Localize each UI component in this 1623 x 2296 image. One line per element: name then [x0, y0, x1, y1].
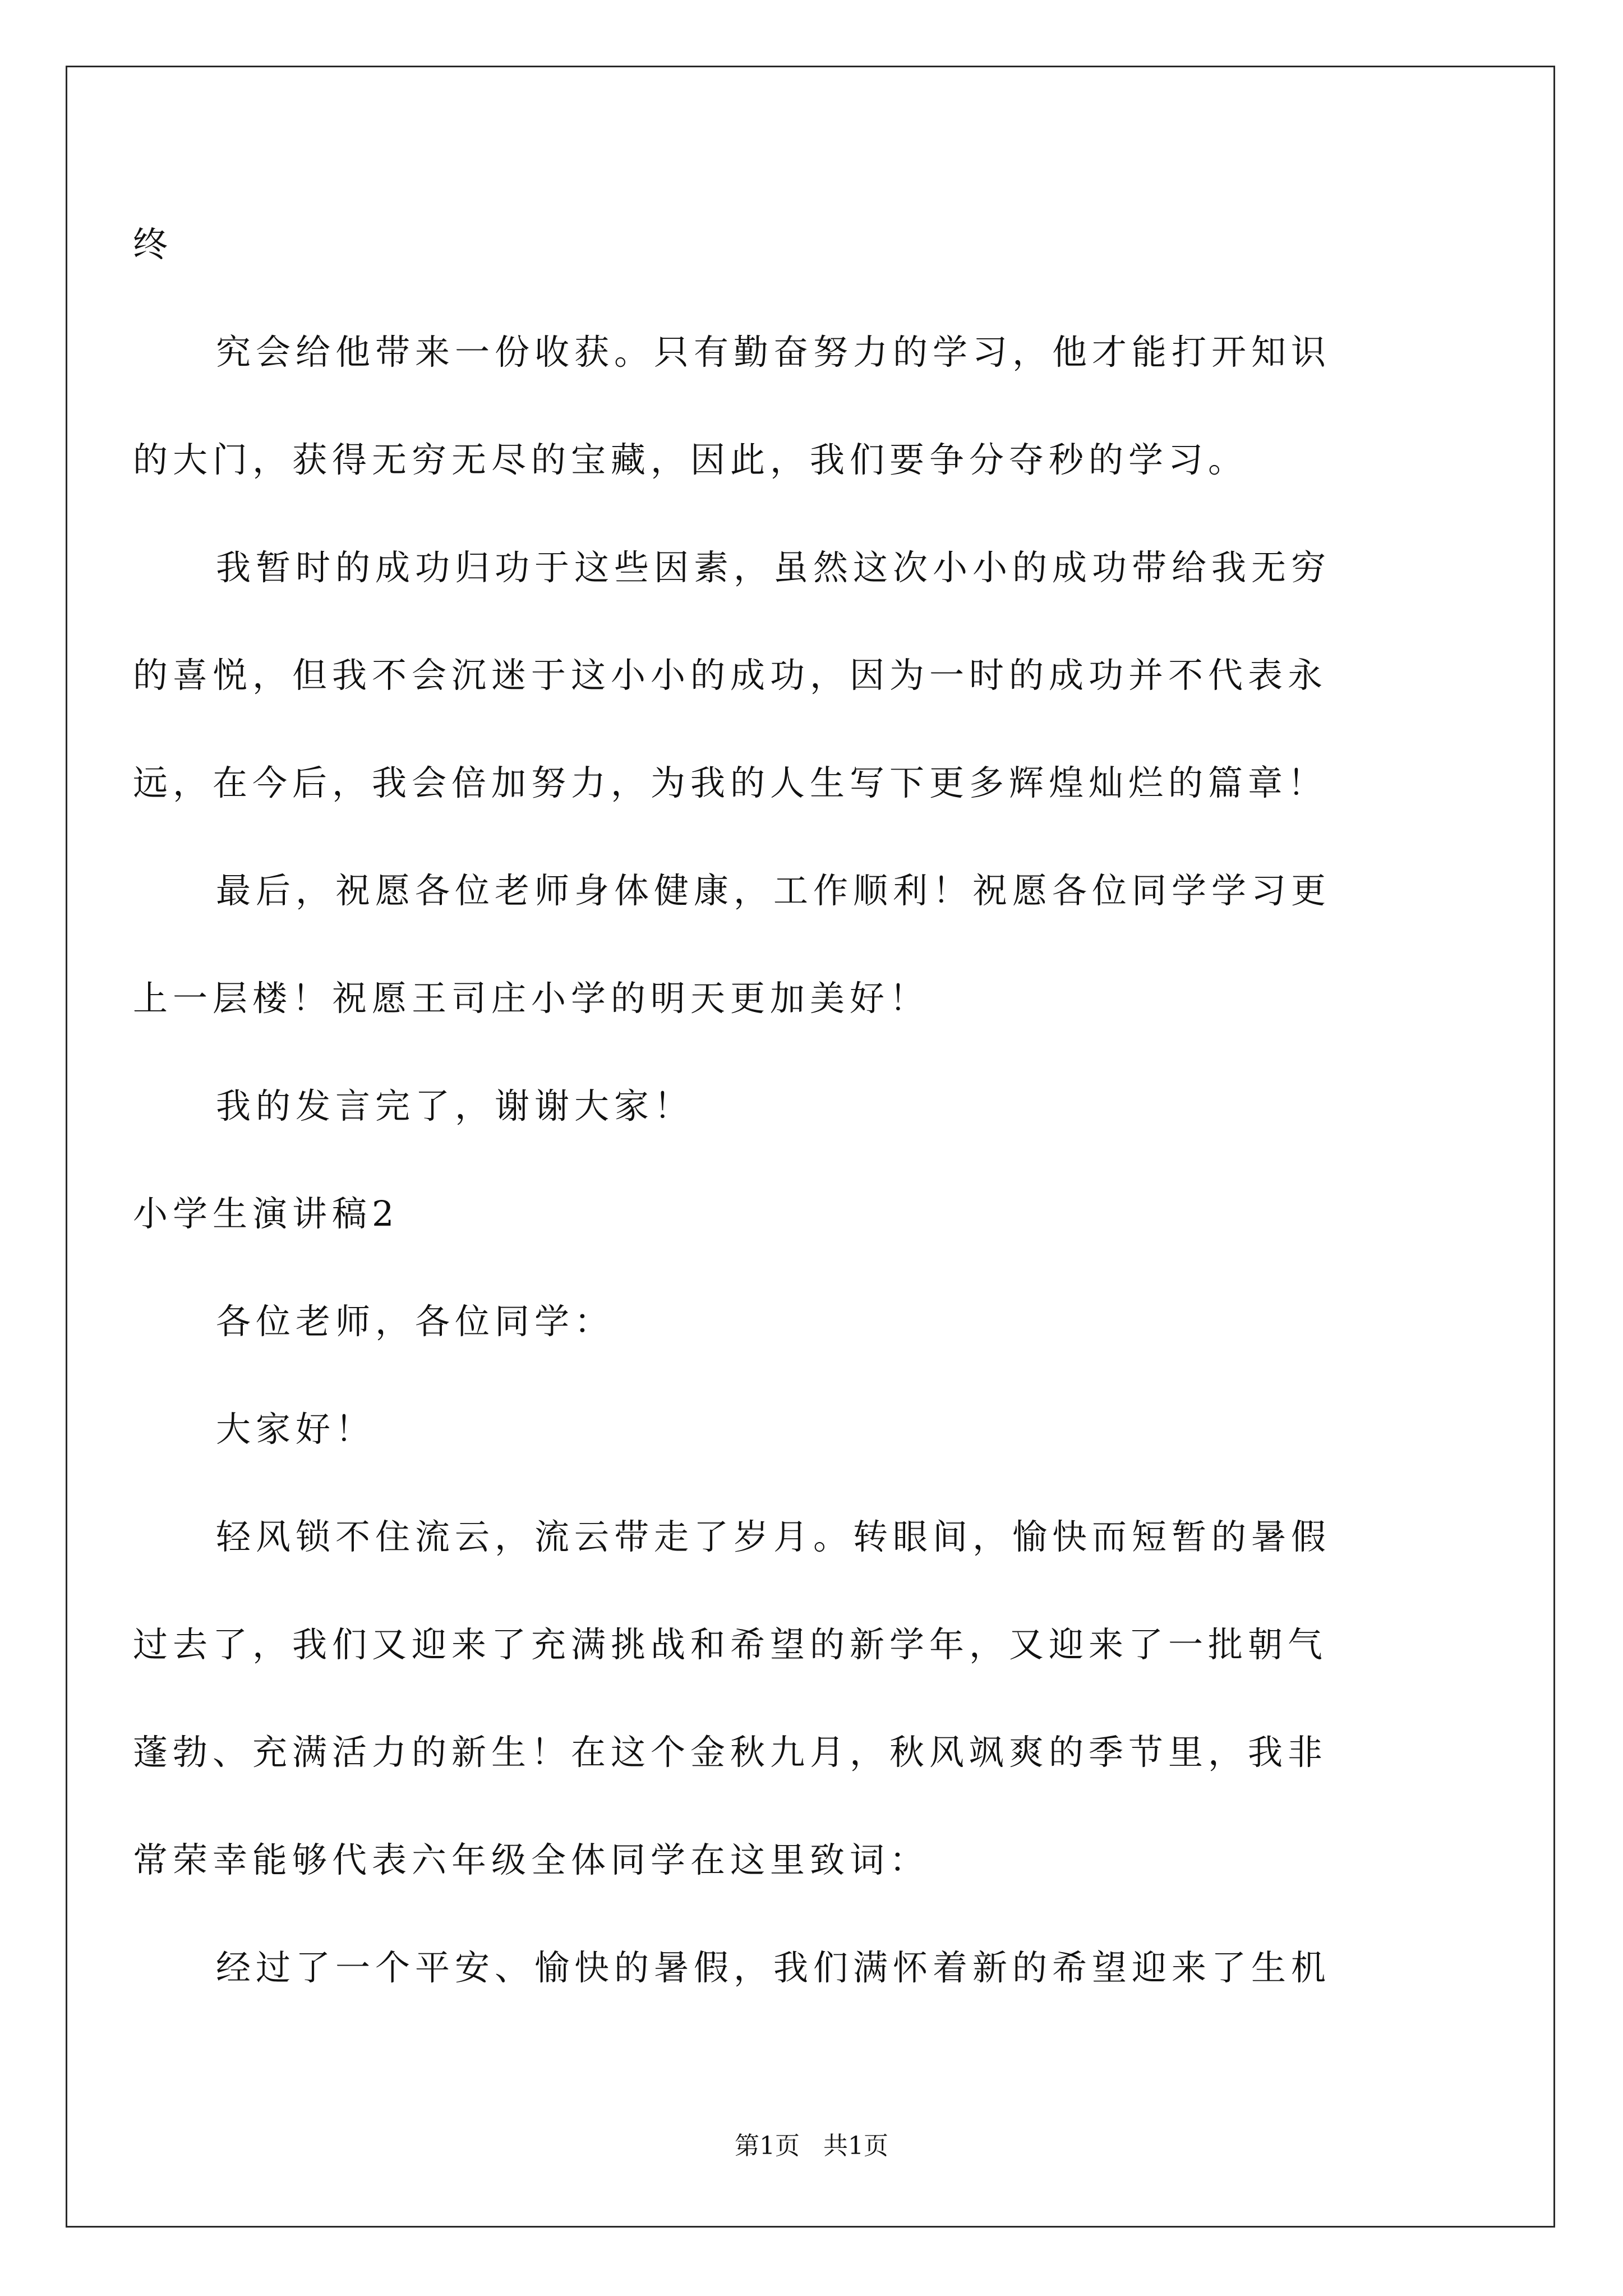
text-line: 远，在今后，我会倍加努力，为我的人生写下更多辉煌灿烂的篇章！ — [133, 762, 1328, 803]
text-line: 终 — [133, 224, 173, 265]
text-line: 上一层楼！祝愿王司庄小学的明天更加美好！ — [133, 978, 930, 1019]
text-line: 的喜悦，但我不会沉迷于这小小的成功，因为一时的成功并不代表永 — [133, 655, 1328, 696]
page-number: 第1页 — [735, 2132, 800, 2160]
page-footer — [0, 2131, 1623, 2162]
text-line: 大家好！ — [216, 1409, 376, 1450]
text-line: 蓬勃、充满活力的新生！在这个金秋九月，秋风飒爽的季节里，我非 — [133, 1732, 1328, 1773]
text-line: 我暂时的成功归功于这些因素，虽然这次小小的成功带给我无穷 — [216, 547, 1331, 588]
text-line: 常荣幸能够代表六年级全体同学在这里致词： — [133, 1839, 930, 1880]
text-line: 我的发言完了，谢谢大家！ — [216, 1085, 694, 1126]
text-line: 过去了，我们又迎来了充满挑战和希望的新学年，又迎来了一批朝气 — [133, 1624, 1328, 1665]
text-line: 的大门，获得无穷无尽的宝藏，因此，我们要争分夺秒的学习。 — [133, 439, 1248, 480]
text-line: 各位老师，各位同学： — [216, 1301, 615, 1342]
section-heading: 小学生演讲稿2 — [133, 1193, 399, 1234]
text-line: 最后，祝愿各位老师身体健康，工作顺利！祝愿各位同学学习更 — [216, 870, 1331, 911]
page-border — [66, 66, 1555, 2228]
text-line: 究会给他带来一份收获。只有勤奋努力的学习，他才能打开知识 — [216, 332, 1331, 372]
text-line: 轻风锁不住流云，流云带走了岁月。转眼间，愉快而短暂的暑假 — [216, 1516, 1331, 1557]
page-total: 共1页 — [823, 2132, 888, 2160]
text-line: 经过了一个平安、愉快的暑假，我们满怀着新的希望迎来了生机 — [216, 1947, 1331, 1988]
